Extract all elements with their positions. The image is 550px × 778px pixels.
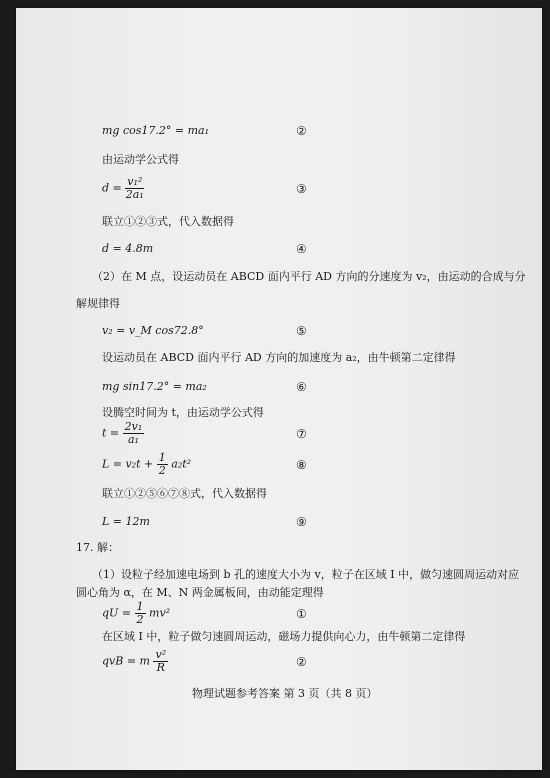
equation-number: ② (296, 124, 307, 138)
fraction (135, 601, 146, 626)
text-line: 由运动学公式得 (102, 153, 179, 166)
equation-number: ⑦ (296, 427, 307, 441)
question-heading: 17. 解： (76, 541, 119, 554)
equation-rhs: mv² (149, 606, 171, 620)
text-line: 联立①②⑤⑥⑦⑧式，代入数据得 (102, 487, 267, 500)
equation-lhs: t = (102, 426, 120, 440)
equation-line: v₂ = v_M cos72.8° (102, 324, 204, 337)
text-line: 圆心角为 α，在 M、N 两金属板间，由动能定理得 (76, 586, 324, 599)
equation-lhs: L = v₂t + (102, 457, 154, 471)
equation-line: mg sin17.2° = ma₂ (102, 380, 207, 393)
equation-number: ③ (296, 182, 307, 196)
fraction-numerator: 1 (136, 600, 144, 613)
equation-line (102, 176, 144, 201)
text-line: 设运动员在 ABCD 面内平行 AD 方向的加速度为 a₂，由牛顿第二定律得 (102, 351, 456, 364)
text-line: 联立①②③式，代入数据得 (102, 215, 234, 228)
equation-line: L = 12m (102, 515, 150, 528)
answer-sheet-page (16, 8, 542, 770)
fraction (157, 452, 168, 477)
text-line: （2）在 M 点，设运动员在 ABCD 面内平行 AD 方向的分速度为 v₂，由运动的合成与分 (92, 270, 526, 283)
equation-number: ④ (296, 242, 307, 256)
fraction-denominator: a₁ (127, 433, 139, 446)
equation-rhs: a₂t² (171, 457, 192, 471)
equation-lhs: qvB = m (102, 654, 150, 668)
equation-number: ⑥ (296, 380, 307, 394)
equation-line: d = 4.8m (102, 242, 154, 255)
equation-line: mg cos17.2° = ma₁ (102, 124, 209, 137)
text-line: 设腾空时间为 t，由运动学公式得 (102, 406, 264, 419)
equation-number: ② (296, 655, 307, 669)
fraction-numerator: v₁² (127, 175, 143, 188)
text-line: 解规律得 (76, 297, 120, 310)
text-line: （1）设粒子经加速电场到 b 孔的速度大小为 v，粒子在区域 Ⅰ 中，做匀速圆周运动对应 (92, 568, 520, 581)
fraction-denominator: R (156, 661, 165, 674)
fraction-numerator: 1 (158, 451, 166, 464)
equation-line (102, 421, 144, 446)
fraction (123, 421, 145, 446)
fraction-denominator: 2a₁ (125, 188, 144, 201)
equation-lhs: d = (102, 181, 122, 195)
fraction (153, 649, 168, 674)
equation-number: ⑤ (296, 324, 307, 338)
equation-line (102, 649, 168, 674)
fraction-denominator: 2 (136, 613, 144, 626)
page-footer: 物理试题参考答案 第 3 页（共 8 页） (192, 687, 378, 700)
equation-lhs: qU = (102, 606, 132, 620)
fraction-numerator: 2v₁ (124, 420, 143, 433)
equation-number: ⑧ (296, 458, 307, 472)
text-line: 在区域 Ⅰ 中，粒子做匀速圆周运动，磁场力提供向心力，由牛顿第二定律得 (102, 630, 466, 643)
fraction-denominator: 2 (158, 464, 166, 477)
equation-line (102, 452, 191, 477)
equation-number: ⑨ (296, 515, 307, 529)
equation-line (102, 601, 170, 626)
fraction-numerator: v² (155, 648, 167, 661)
fraction (125, 176, 144, 201)
equation-number: ① (296, 607, 307, 621)
